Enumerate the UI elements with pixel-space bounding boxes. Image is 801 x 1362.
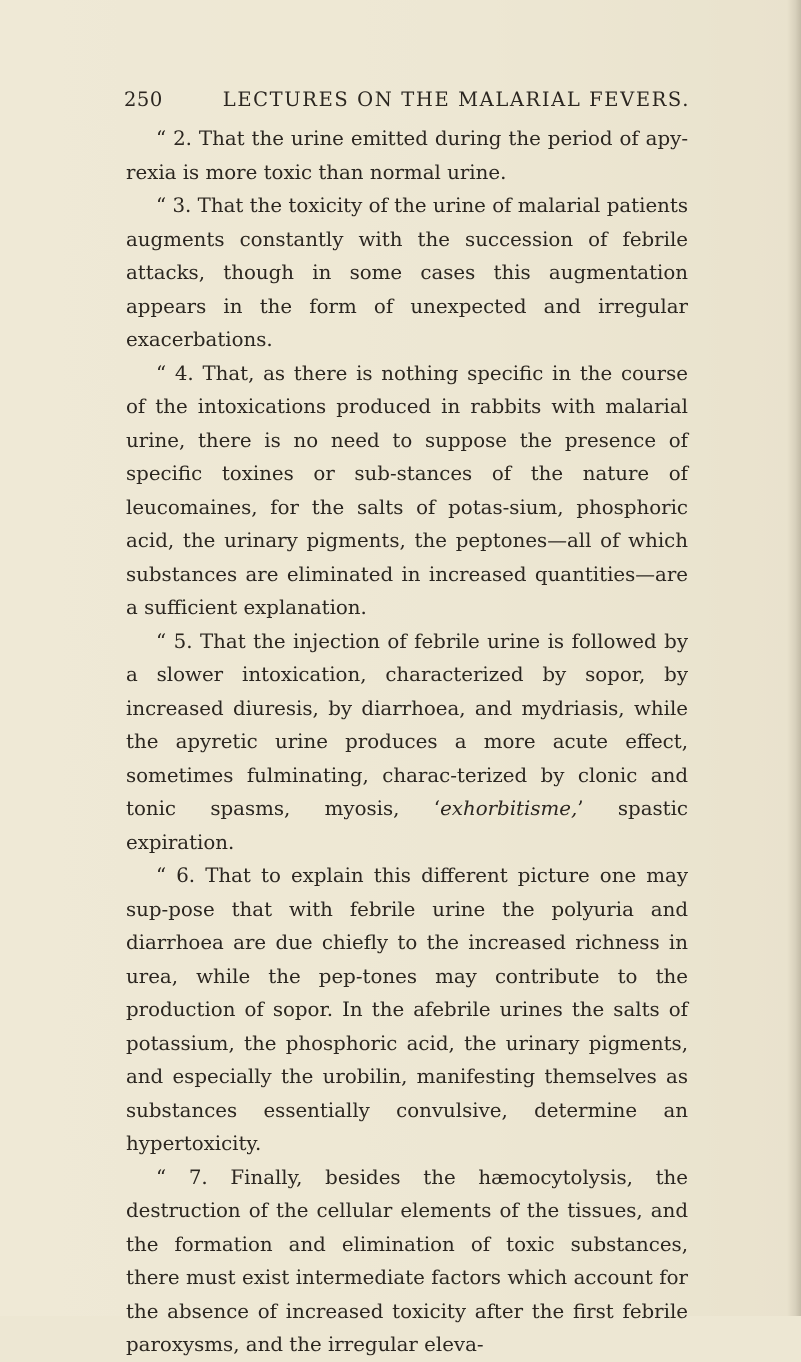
running-head: LECTURES ON THE MALARIAL FEVERS. <box>222 88 690 111</box>
paragraph-5-italic-term: exhorbitisme, <box>440 797 578 820</box>
paragraph-7: “ 7. Finally, besides the hæmocytolysis, the destruction of the cellular elements of the tissues, and the formation and elimination of toxic substances, there must exist intermediate factors which account for the absence of increased toxicity after the first febrile paroxysms, and the irregular eleva- <box>126 1165 688 1356</box>
paragraph-3: “ 3. That the toxicity of the urine of malarial patients augments constantly with the succession of febrile attacks, though in some cases this augmentation appears in the form of unexpected and irregular exacerbations. <box>126 194 688 351</box>
page-edge-shadow <box>787 0 801 1316</box>
page-header <box>124 88 690 111</box>
paragraph-5 <box>126 625 688 860</box>
paragraph-6: “ 6. That to explain this different picture one may sup-pose that with febrile urine the polyuria and diarrhoea are due chiefly to the increased richness in urea, while the pep-tones may contribute to the production of sopor. In the afebrile urines the salts of potassium, the phosphoric acid, the urinary pigments, and especially the urobilin, manifesting themselves as substances essentially convulsive, determine an hypertoxicity. <box>126 864 688 1155</box>
paragraph-2: “ 2. That the urine emitted during the period of apy-rexia is more toxic than normal urine. <box>126 127 688 184</box>
paragraph-5-text-after: ’ spastic expiration. <box>126 797 688 854</box>
body-text <box>126 122 688 1362</box>
page-number: 250 <box>124 88 163 111</box>
paragraph-4: “ 4. That, as there is nothing specific in the course of the intoxications produced in rabbits with malarial urine, there is no need to suppose the presence of specific toxines or sub-stances of the nature of leucomaines, for the salts of potas-sium, phosphoric acid, the urinary pigments, the peptones—all of which substances are eliminated in increased quantities—are a sufficient explanation. <box>126 361 688 619</box>
paragraph-5-text-before: “ 5. That the injection of febrile urine is followed by a slower intoxication, characterized by sopor, by increased diuresis, by diarrhoea, and mydriasis, while the apyretic urine produces a more acute effect, sometimes fulminating, charac-terized by clonic and tonic spasms, myosis, ‘ <box>126 629 688 820</box>
